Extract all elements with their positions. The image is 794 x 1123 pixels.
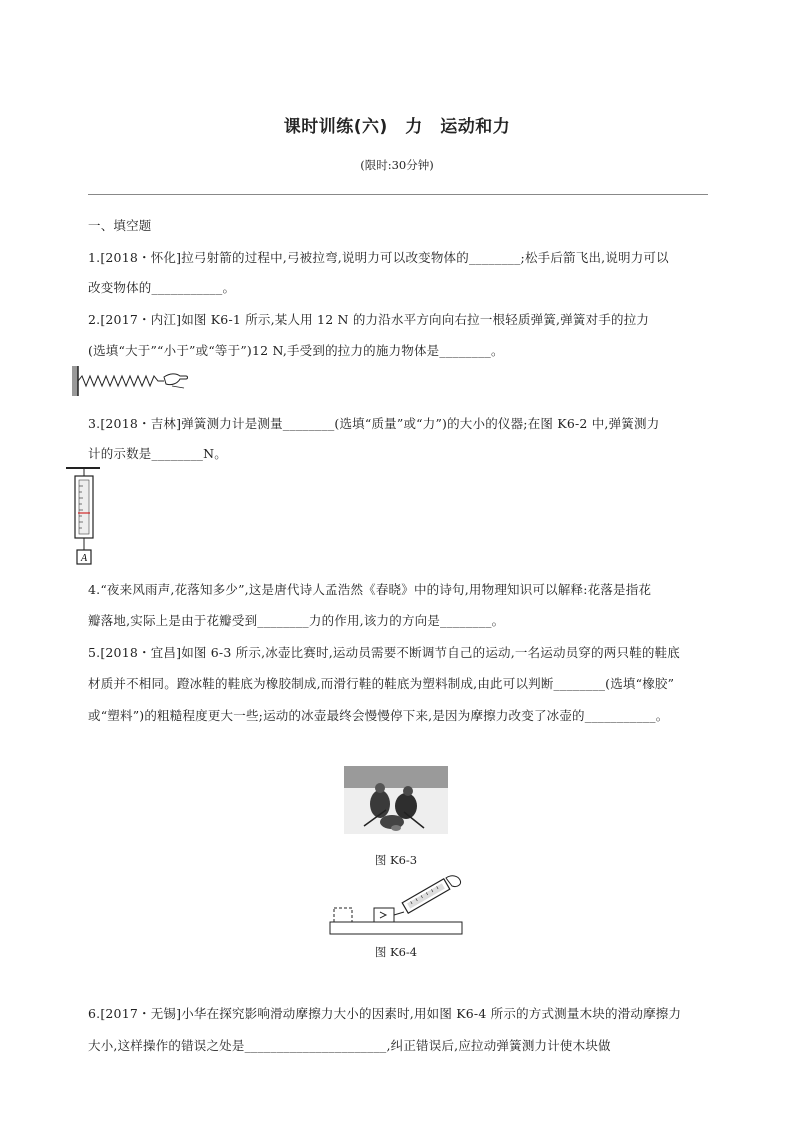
question-1-line-1: 1.[2018・怀化]拉弓射箭的过程中,弓被拉弯,说明力可以改变物体的________;松手后箭飞出,说明力可以 [88,250,669,265]
question-3-line-2: 计的示数是________N。 [88,446,227,461]
spring-scale-figure [64,464,104,568]
wall-hatch [72,366,78,396]
section-heading: 一、填空题 [88,218,152,233]
question-4-line-2: 瓣落地,实际上是由于花瓣受到________力的作用,该力的方向是________。 [88,613,505,628]
time-limit: (限时:30分钟) [360,158,434,172]
question-2-line-1: 2.[2017・内江]如图 K6-1 所示,某人用 12 N 的力沿水平方向向右拉一根轻质弹簧,弹簧对手的拉力 [88,312,650,327]
hand-icon [164,374,188,385]
question-6-line-2: 大小,这样操作的错误之处是______________________,纠正错误后,应拉动弹簧测力计使木块做 [88,1038,611,1053]
question-3-line-1: 3.[2018・吉林]弹簧测力计是测量________(选填“质量”或“力”)的大小的仪器;在图 K6-2 中,弹簧测力 [88,416,660,431]
spring-coil [78,376,164,386]
spring-pull-figure [72,364,192,398]
spring-scale-angled [402,879,450,913]
curling-photo [344,766,448,834]
question-1-line-2: 改变物体的___________。 [88,280,236,295]
question-5-line-1: 5.[2018・宜昌]如图 6-3 所示,冰壶比赛时,运动员需要不断调节自己的运动,一名运动员穿的两只鞋的鞋底 [88,645,680,660]
wood-block [374,908,394,922]
page-title: 课时训练(六) 力 运动和力 [283,117,511,137]
header-divider [88,194,708,195]
hand-icon [446,876,461,887]
question-5-line-3: 或“塑料”)的粗糙程度更大一些;运动的冰壶最终会慢慢停下来,是因为摩擦力改变了冰壶的___________。 [88,708,669,723]
question-2-line-2: (选填“大于”“小于”或“等于”)12 N,手受到的拉力的施力物体是________。 [88,343,504,358]
question-6-line-1: 6.[2017・无锡]小华在探究影响滑动摩擦力大小的因素时,用如图 K6-4 所示的方式测量木块的滑动摩擦力 [88,1006,682,1021]
figure-k6-3-caption: 图 K6-3 [374,853,418,867]
block-a-label: A [80,553,88,564]
friction-setup-figure [328,872,468,938]
block-start-position [334,908,352,922]
question-4-line-1: 4.“夜来风雨声,花落知多少”,这是唐代诗人孟浩然《春晓》中的诗句,用物理知识可以解释:花落是指花 [88,582,652,597]
figure-k6-4-caption: 图 K6-4 [374,945,418,959]
question-5-line-2: 材质并不相同。蹬冰鞋的鞋底为橡胶制成,而滑行鞋的鞋底为塑料制成,由此可以判断________(选填“橡胶” [88,676,675,691]
board [330,922,462,934]
